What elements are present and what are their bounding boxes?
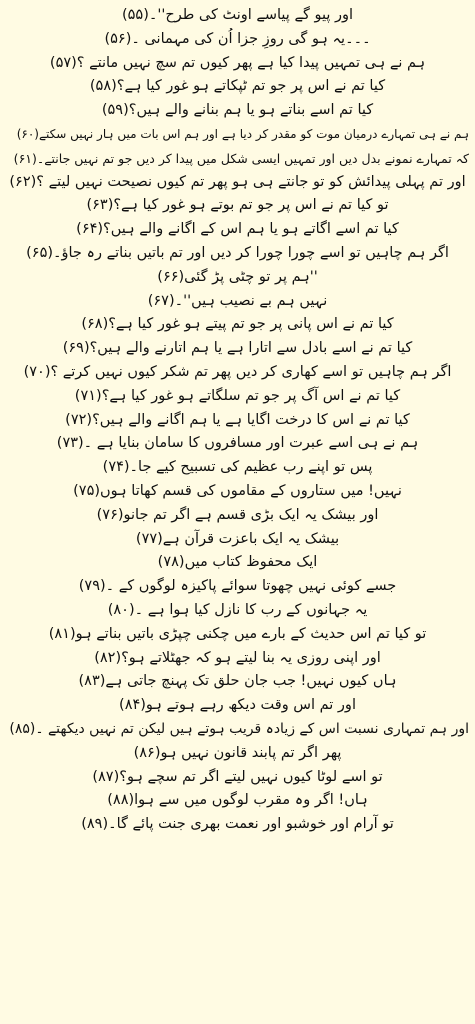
verse-line: تو اسے لوٹا کیوں نہیں لیتے اگر تم سچے ہو؟(۸۷) bbox=[92, 768, 383, 785]
verse-line: اور بیشک یہ ایک بڑی قسم ہے اگر تم جانو(۷۶) bbox=[96, 506, 379, 523]
verse-line: کیا تم نے اس کا درخت اگایا ہے یا ہم اگانے والے ہیں؟(۷۲) bbox=[65, 411, 410, 428]
verse-line: کیا تم اسے اگاتے ہو یا ہم اس کے اگانے والے ہیں؟(۶۴) bbox=[76, 221, 399, 238]
verse-line: ہاں کیوں نہیں! جب جان حلق تک پہنچ جاتی ہے(۸۳) bbox=[78, 673, 397, 690]
verse-list bbox=[6, 4, 469, 837]
verse-line: کہ تمہارے نمونے بدل دیں اور تمہیں ایسی شکل میں پیدا کر دیں جو تم نہیں جانتے۔(۶۱) bbox=[13, 150, 469, 166]
verse-line: نہیں ہم بے نصیب ہیں''۔(۶۷) bbox=[147, 292, 328, 309]
verse-line: کیا تم نے اس پانی پر جو تم پیتے ہو غور کیا ہے؟(۶۸) bbox=[81, 316, 394, 333]
verse-line: تو آرام اور خوشبو اور نعمت بھری جنت پائے گا۔(۸۹) bbox=[81, 816, 394, 833]
verse-line: نہیں! میں ستاروں کے مقاموں کی قسم کھاتا ہوں(۷۵) bbox=[73, 482, 402, 499]
verse-line: کیا تم نے اس پر جو تم ٹپکاتے ہو غور کیا ہے؟(۵۸) bbox=[89, 78, 386, 95]
verse-line: اور پیو گے پیاسے اونٹ کی طرح''۔(۵۵) bbox=[121, 7, 354, 23]
verse-line: اور ہم تمہاری نسبت اس کے زیادہ قریب ہوتے ہیں لیکن تم نہیں دیکھتے ۔(۸۵) bbox=[9, 720, 469, 737]
verse-line: پس تو اپنے رب عظیم کی تسبیح کیے جا۔(۷۴) bbox=[102, 459, 373, 476]
verse-line: تو کیا تم نے اس پر جو تم بوتے ہو غور کیا ہے؟(۶۳) bbox=[86, 197, 389, 214]
verse-line: ہم نے ہی تمہیں پیدا کیا ہے پھر کیوں تم سچ نہیں مانتے ؟(۵۷) bbox=[49, 54, 426, 71]
verse-line: اور تم اس وقت دیکھ رہے ہوتے ہو(۸۴) bbox=[119, 697, 356, 714]
verse-line: جسے کوئی نہیں چھوتا سوائے پاکیزہ لوگوں کے ۔(۷۹) bbox=[78, 578, 397, 595]
verse-line: اور اپنی روزی یہ بنا لیتے ہو کہ جھٹلاتے ہو؟(۸۲) bbox=[94, 649, 381, 666]
verse-line: اور تم پہلی پیدائش کو تو جانتے ہی ہو پھر تم کیوں نصیحت نہیں لیتے ؟(۶۲) bbox=[9, 173, 466, 190]
verse-line: ایک محفوظ کتاب میں(۷۸) bbox=[157, 554, 318, 571]
verse-line: اگر ہم چاہیں تو اسے چورا چورا کر دیں اور تم باتیں بناتے رہ جاؤ۔(۶۵) bbox=[26, 244, 449, 261]
verse-line: پھر اگر تم پابند قانون نہیں ہو(۸۶) bbox=[133, 744, 342, 761]
verse-line: یہ جہانوں کے رب کا نازل کیا ہوا ہے ۔(۸۰) bbox=[107, 601, 368, 618]
verse-line: ''ہم پر تو چٹی پڑ گئی(۶۶) bbox=[157, 268, 318, 285]
verse-line: کیا تم اسے بناتے ہو یا ہم بنانے والے ہیں؟(۵۹) bbox=[101, 102, 374, 119]
verse-line: ہاں! اگر وہ مقرب لوگوں میں سے ہوا(۸۸) bbox=[107, 792, 368, 809]
verse-line: کیا تم نے اس آگ پر جو تم سلگاتے ہو غور کیا ہے؟(۷۱) bbox=[74, 387, 401, 404]
verse-line: ۔۔۔یہ ہو گی روزِ جزا اُن کی مہمانی ۔(۵۶) bbox=[104, 30, 371, 47]
verse-line: ہم نے ہی اسے عبرت اور مسافروں کا سامان بنایا ہے ۔(۷۳) bbox=[56, 435, 419, 452]
verse-line: کیا تم نے اسے بادل سے اتارا ہے یا ہم اتارنے والے ہیں؟(۶۹) bbox=[62, 340, 413, 357]
verse-line: ہم نے ہی تمہارے درمیان موت کو مقدر کر دیا ہے اور ہم اس بات میں ہار نہیں سکتے(۶۰) bbox=[16, 126, 469, 141]
verse-line: اگر ہم چاہیں تو اسے کھاری کر دیں پھر تم شکر کیوں نہیں کرتے ؟(۷۰) bbox=[23, 363, 452, 380]
verse-line: بیشک یہ ایک باعزت قرآن ہے(۷۷) bbox=[135, 530, 340, 547]
verse-line: تو کیا تم اس حدیث کے بارے میں چکنی چپڑی باتیں بناتے ہو(۸۱) bbox=[48, 625, 427, 642]
